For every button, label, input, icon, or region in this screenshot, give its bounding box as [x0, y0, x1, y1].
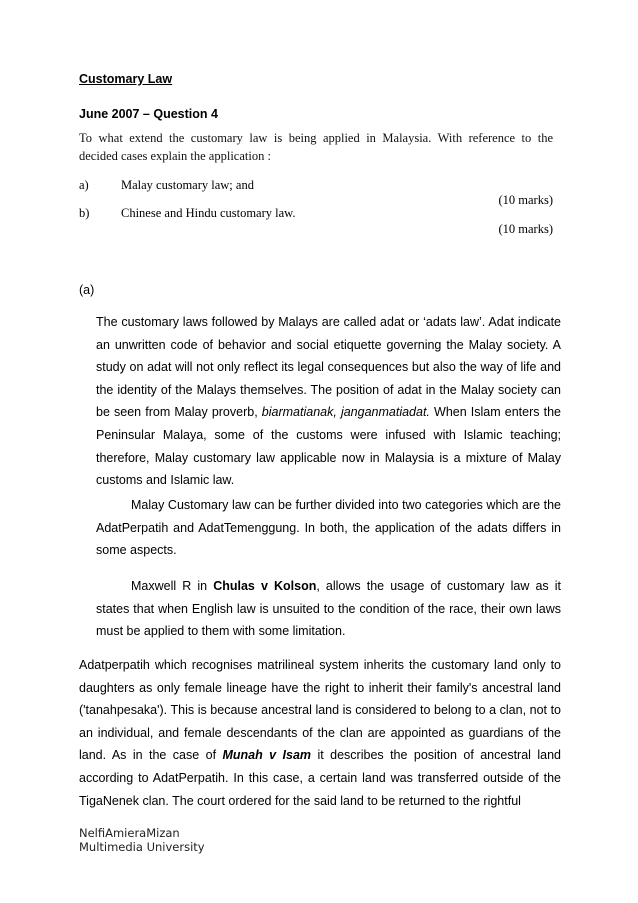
- paragraph-1-text-end: When Islam enters the Peninsular Malaya, some of the customs were infused with Islamic teaching; therefore, Malay customary law applicable now in Malaysia is a mixture of Malay customs and Islamic law.: [96, 405, 562, 488]
- paragraph-1-text-start: The customary laws followed by Malays are called adat or ‘adats law’. Adat indicate an unwritten code of behavior and social etiquette governing the Malay society. A study on adat will not only reflect its legal consequences but also the way of life and the identity of the Malays themselves. The position of adat in the Malay society can be seen from Malay proverb,: [96, 315, 561, 420]
- paragraph-3-text-end: , allows the usage of customary law as it states that when English law is unsuited to the condition of the race, their own laws must be applied to them with some limitation.: [96, 579, 562, 639]
- paragraph-3-text-start: Maxwell R in: [131, 579, 214, 593]
- question-item-marks-a: (10 marks): [498, 193, 553, 207]
- question-item-label-a: a): [79, 178, 89, 192]
- question-text-line-2: decided cases explain the application :: [79, 149, 271, 163]
- question-item-label-b: b): [79, 206, 90, 220]
- paragraph-2: [96, 494, 561, 562]
- page-footer: [79, 826, 205, 854]
- question-item-marks-b: (10 marks): [498, 222, 553, 236]
- paragraph-4: [79, 654, 561, 812]
- malay-proverb: biarmatianak, janganmatiadat.: [261, 405, 430, 420]
- part-label: (a): [79, 283, 95, 297]
- footer-author: NelfiAmieraMizan: [79, 826, 180, 840]
- question-text-line-1: To what extend the customary law is being applied in Malaysia. With reference to the: [79, 131, 553, 145]
- paragraph-1: [96, 311, 561, 492]
- paragraph-4-text-end: it describes the position of ancestral land according to AdatPerpatih. In this case, a certain land was transferred outside of the TigaNenek clan. The court ordered for the said land to be returned to the rightful: [79, 748, 561, 808]
- question-reference: June 2007 – Question 4: [79, 107, 218, 121]
- paragraph-2-text: Malay Customary law can be further divided into two categories which are the AdatPerpatih and AdatTemenggung. In both, the application of the adats differs in some aspects.: [96, 498, 561, 558]
- case-name-munah-v-isam: Munah v Isam: [222, 748, 312, 763]
- question-item-text-b: Chinese and Hindu customary law.: [121, 206, 296, 220]
- question-item-text-a: Malay customary law; and: [121, 178, 254, 192]
- document-title: Customary Law: [79, 72, 173, 86]
- footer-institution: Multimedia University: [79, 840, 205, 854]
- paragraph-3: [96, 575, 561, 643]
- case-name-chulas-v-kolson: Chulas v Kolson: [213, 579, 317, 593]
- paragraph-4-text-start: Adatperpatih which recognises matrilineal system inherits the customary land only to daughters as only female lineage have the right to inherit their family's ancestral land ('tanahpesaka'). This is because ancestral land is considered to belong to a clan, not to an individual, and female descendants of the clan are appointed as guardians of the land. As in the case of: [79, 658, 561, 763]
